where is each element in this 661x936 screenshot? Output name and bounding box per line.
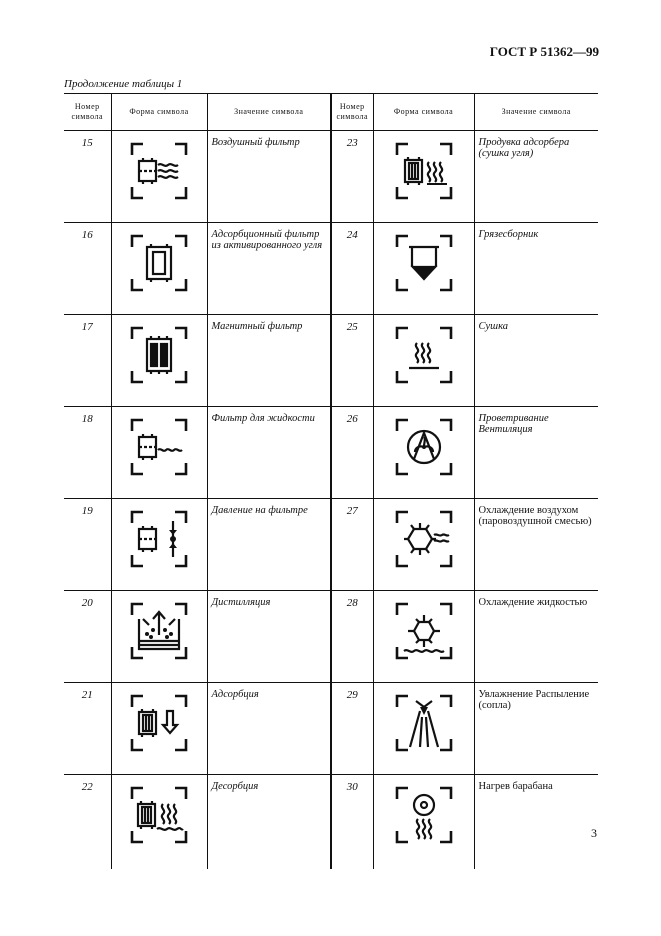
air-cooling-icon — [394, 509, 454, 569]
table-header-row — [64, 94, 598, 131]
symbol-meaning: Магнитный фильтр — [207, 315, 331, 407]
symbol-meaning: Сушка — [474, 315, 598, 407]
ventilation-icon — [394, 417, 454, 477]
symbol-number: 26 — [331, 407, 373, 499]
table-row — [64, 683, 598, 775]
humidification-spray-icon — [394, 693, 454, 753]
symbols-table — [64, 93, 598, 869]
symbol-meaning: Адсорбционный фильтр из активированного угля — [207, 223, 331, 315]
symbol-number: 25 — [331, 315, 373, 407]
header-form: Форма символа — [111, 94, 207, 131]
adsorber-purge-icon — [394, 141, 454, 201]
symbol-number: 30 — [331, 775, 373, 870]
magnetic-filter-icon — [129, 325, 189, 385]
symbol-meaning: Давление на фильтре — [207, 499, 331, 591]
drying-icon — [394, 325, 454, 385]
table-row — [64, 775, 598, 870]
header-meaning: Значение символа — [474, 94, 598, 131]
symbol-number: 28 — [331, 591, 373, 683]
symbol-meaning: Дистилляция — [207, 591, 331, 683]
symbol-number: 19 — [64, 499, 111, 591]
symbol-number: 29 — [331, 683, 373, 775]
table-row — [64, 407, 598, 499]
symbol-meaning: Увлажнение Распыление (сопла) — [474, 683, 598, 775]
air-filter-icon — [129, 141, 189, 201]
symbol-meaning: Воздушный фильтр — [207, 131, 331, 223]
drum-heating-icon — [394, 785, 454, 845]
filter-pressure-icon — [129, 509, 189, 569]
table-row — [64, 499, 598, 591]
table-row — [64, 591, 598, 683]
symbol-meaning: Нагрев барабана — [474, 775, 598, 870]
symbol-number: 20 — [64, 591, 111, 683]
header-number: Номер символа — [331, 94, 373, 131]
symbol-meaning: Проветривание Вентиляция — [474, 407, 598, 499]
header-meaning: Значение символа — [207, 94, 331, 131]
symbol-number: 21 — [64, 683, 111, 775]
symbol-number: 18 — [64, 407, 111, 499]
symbol-meaning: Адсорбция — [207, 683, 331, 775]
header-form: Форма символа — [373, 94, 474, 131]
page-number: 3 — [591, 826, 597, 840]
symbol-meaning: Охлаждение жидкостью — [474, 591, 598, 683]
symbol-number: 27 — [331, 499, 373, 591]
symbol-number: 16 — [64, 223, 111, 315]
symbol-number: 23 — [331, 131, 373, 223]
header-number: Номер символа — [64, 94, 111, 131]
symbol-number: 17 — [64, 315, 111, 407]
dirt-collector-icon — [394, 233, 454, 293]
symbol-number: 22 — [81, 781, 93, 793]
activated-carbon-filter-icon — [129, 233, 189, 293]
table-row — [64, 131, 598, 223]
document-code: ГОСТ Р 51362—99 — [489, 44, 599, 59]
symbol-number: 24 — [331, 223, 373, 315]
adsorption-icon — [129, 693, 189, 753]
symbol-meaning: Охлаждение воздухом (паровоздушной смесью) — [474, 499, 598, 591]
distillation-icon — [129, 601, 189, 661]
table-caption: Продолжение таблицы 1 — [64, 78, 183, 90]
desorption-icon — [129, 785, 189, 845]
symbol-number: 15 — [64, 131, 111, 223]
symbol-meaning: Десорбция — [207, 775, 331, 870]
symbol-meaning: Грязесборник — [474, 223, 598, 315]
symbol-meaning: Фильтр для жидкости — [207, 407, 331, 499]
table-row — [64, 223, 598, 315]
symbol-meaning: Продувка адсорбера (сушка угля) — [474, 131, 598, 223]
liquid-filter-icon — [129, 417, 189, 477]
table-row — [64, 315, 598, 407]
liquid-cooling-icon — [394, 601, 454, 661]
